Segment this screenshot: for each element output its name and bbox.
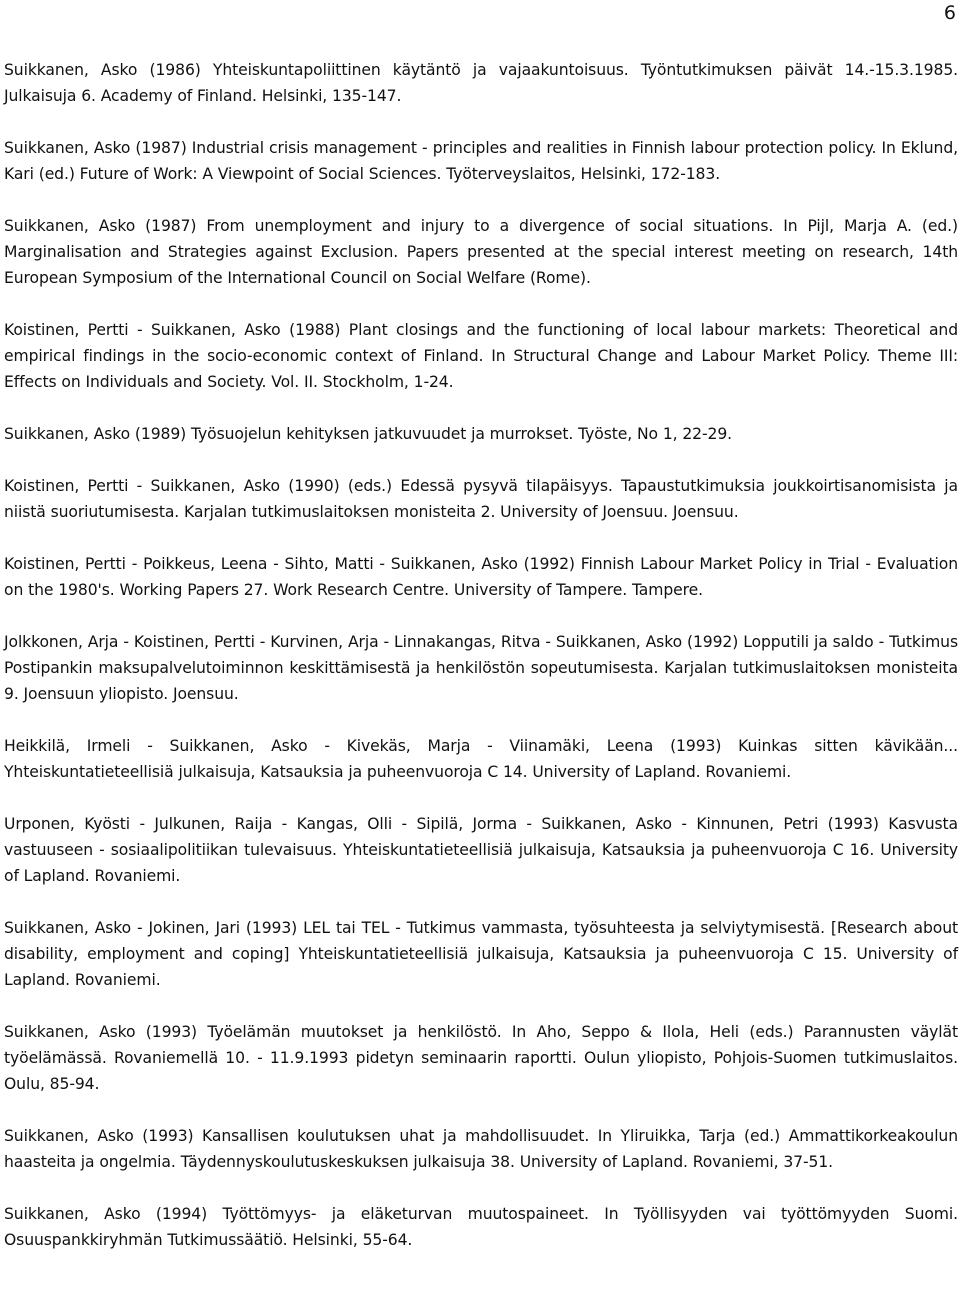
reference-entry: Suikkanen, Asko (1986) Yhteiskuntapoliittinen käytäntö ja vajaakuntoisuus. Työntutkimuksen päivät 14.-15.3.1985. Julkaisuja 6. Academy of Finland. Helsinki, 135-147. bbox=[4, 61, 958, 105]
reference-entry: Suikkanen, Asko (1987) From unemployment and injury to a divergence of social situations. In Pijl, Marja A. (ed.) Marginalisation and Strategies against Exclusion. Papers presented at the special interest meeting on research, 14th European Symposium of the International Council on Social Welfare (Rome). bbox=[4, 217, 958, 287]
reference-entry: Koistinen, Pertti - Suikkanen, Asko (1988) Plant closings and the functioning of local labour markets: Theoretical and empirical findings in the socio-economic context of Finland. In Structural Change and Labour Market Policy. Theme III: Effects on Individuals and Society. Vol. II. Stockholm, 1-24. bbox=[4, 321, 958, 391]
reference-entry: Suikkanen, Asko (1987) Industrial crisis management - principles and realities in Finnish labour protection policy. In Eklund, Kari (ed.) Future of Work: A Viewpoint of Social Sciences. Työterveyslaitos, Helsinki, 172-183. bbox=[4, 139, 958, 183]
reference-entry: Heikkilä, Irmeli - Suikkanen, Asko - Kivekäs, Marja - Viinamäki, Leena (1993) Kuinkas sitten kävikään... Yhteiskuntatieteellisiä julkaisuja, Katsauksia ja puheenvuoroja C 14. University of Lapland. Rovaniemi. bbox=[4, 737, 958, 781]
reference-entry: Suikkanen, Asko (1994) Työttömyys- ja eläketurvan muutospaineet. In Työllisyyden vai työttömyyden Suomi. Osuuspankkiryhmän Tutkimussäätiö. Helsinki, 55-64. bbox=[4, 1205, 958, 1249]
reference-entry: Suikkanen, Asko (1993) Kansallisen koulutuksen uhat ja mahdollisuudet. In Yliruikka, Tarja (ed.) Ammattikorkeakoulun haasteita ja ongelmia. Täydennyskoulutuskeskuksen julkaisuja 38. University of Lapland. Rovaniemi, 37-51. bbox=[4, 1127, 958, 1171]
reference-entry: Koistinen, Pertti - Poikkeus, Leena - Sihto, Matti - Suikkanen, Asko (1992) Finnish Labour Market Policy in Trial - Evaluation on the 1980's. Working Papers 27. Work Research Centre. University of Tampere. Tampere. bbox=[4, 555, 958, 599]
reference-entry: Suikkanen, Asko (1989) Työsuojelun kehityksen jatkuvuudet ja murrokset. Työste, No 1, 22-29. bbox=[4, 425, 733, 443]
reference-entry: Urponen, Kyösti - Julkunen, Raija - Kangas, Olli - Sipilä, Jorma - Suikkanen, Asko - Kinnunen, Petri (1993) Kasvusta vastuuseen - sosiaalipolitiikan tulevaisuus. Yhteiskuntatieteellisiä julkaisuja, Katsauksia ja puheenvuoroja C 16. University of Lapland. Rovaniemi. bbox=[4, 815, 958, 885]
reference-entry: Koistinen, Pertti - Suikkanen, Asko (1990) (eds.) Edessä pysyvä tilapäisyys. Tapaustutkimuksia joukkoirtisanomisista ja niistä suoriutumisesta. Karjalan tutkimuslaitoksen monisteita 2. University of Joensuu. Joensuu. bbox=[4, 477, 958, 521]
bibliography-list bbox=[4, 57, 958, 1279]
reference-entry: Suikkanen, Asko - Jokinen, Jari (1993) LEL tai TEL - Tutkimus vammasta, työsuhteesta ja selviytymisestä. [Research about disability, employment and coping] Yhteiskuntatieteellisiä julkaisuja, Katsauksia ja puheenvuoroja C 15. University of Lapland. Rovaniemi. bbox=[4, 919, 958, 989]
reference-entry: Suikkanen, Asko (1993) Työelämän muutokset ja henkilöstö. In Aho, Seppo & Ilola, Heli (eds.) Parannusten väylät työelämässä. Rovaniemellä 10. - 11.9.1993 pidetyn seminaarin raportti. Oulun yliopisto, Pohjois-Suomen tutkimuslaitos. Oulu, 85-94. bbox=[4, 1023, 958, 1093]
reference-entry: Jolkkonen, Arja - Koistinen, Pertti - Kurvinen, Arja - Linnakangas, Ritva - Suikkanen, Asko (1992) Lopputili ja saldo - Tutkimus Postipankin maksupalvelutoiminnon keskittämisestä ja henkilöstön sopeutumisesta. Karjalan tutkimuslaitoksen monisteita 9. Joensuun yliopisto. Joensuu. bbox=[4, 633, 958, 703]
page-number: 6 bbox=[943, 2, 956, 24]
